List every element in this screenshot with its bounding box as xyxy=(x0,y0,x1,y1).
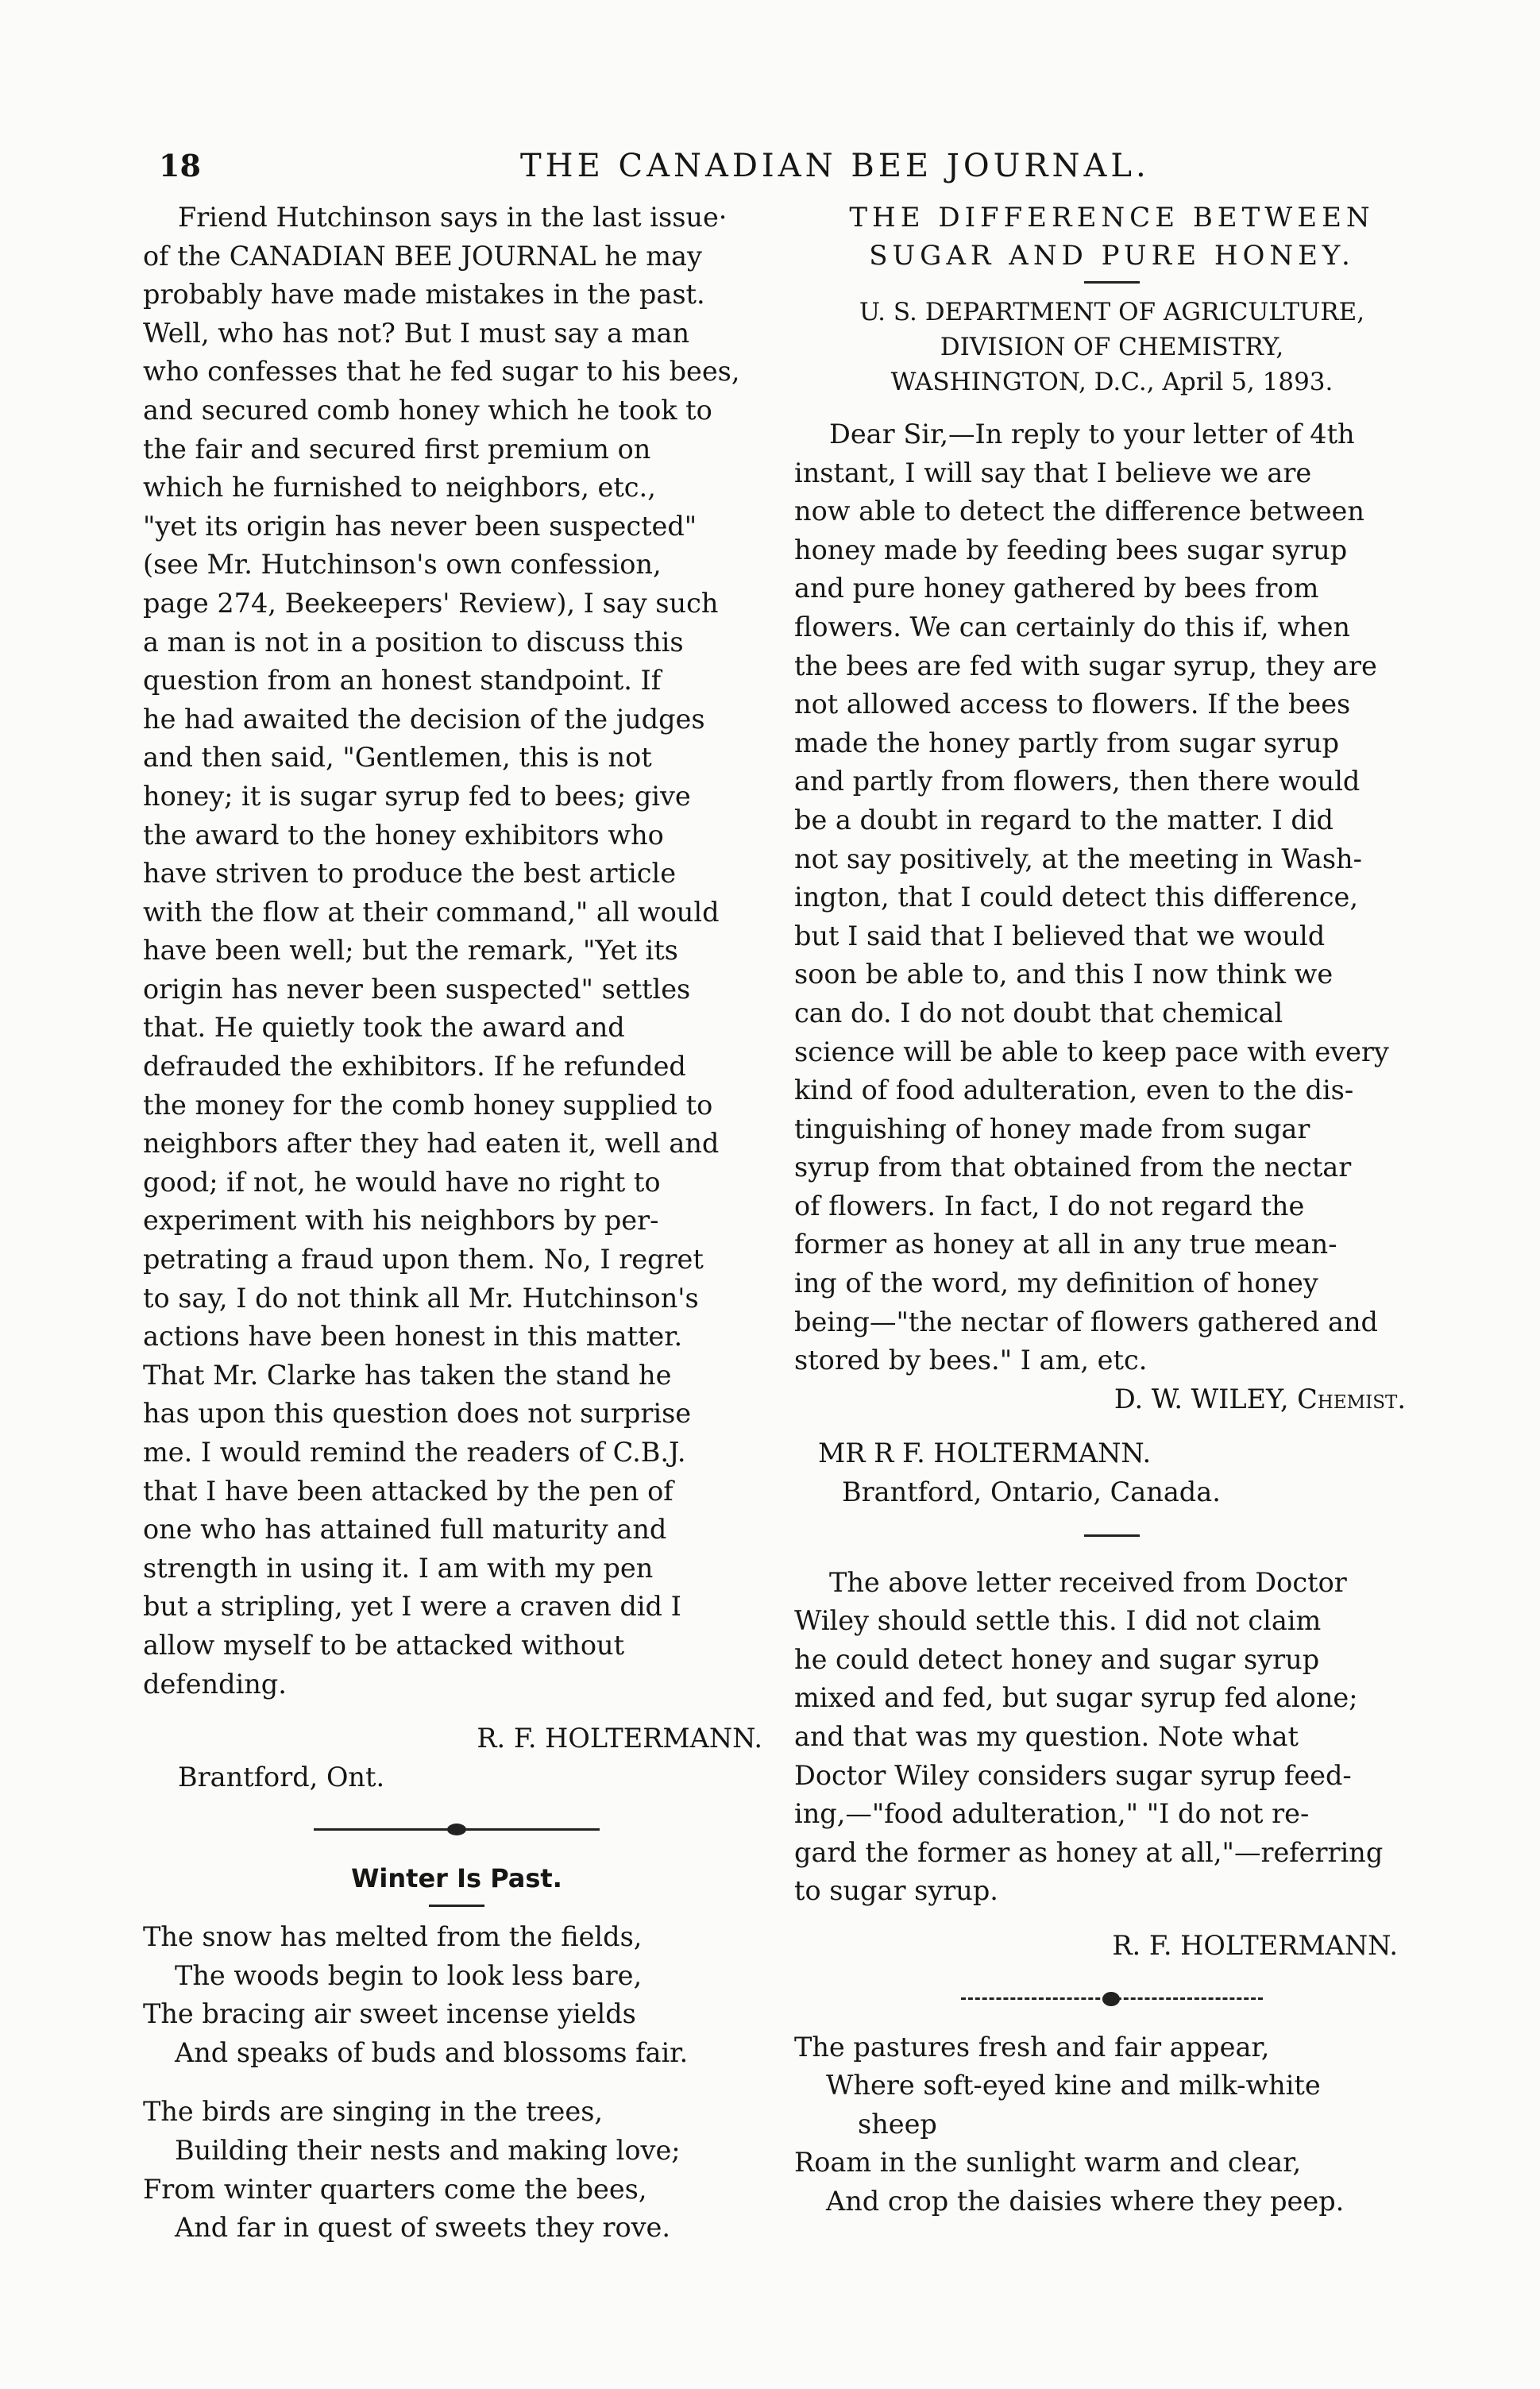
addressee-name: MR R F. HOLTERMANN. xyxy=(818,1438,1152,1469)
letter-line: the fair and secured first premium on xyxy=(143,433,651,465)
letter-line: of flowers. In fact, I do not regard the xyxy=(794,1190,1305,1222)
divider-ornament xyxy=(1102,1992,1120,2006)
poem-line: And speaks of buds and blossoms fair. xyxy=(175,2036,689,2068)
letter-line: origin has never been suspected" settles xyxy=(143,973,691,1005)
reply-line: The above letter received from Doctor xyxy=(829,1566,1347,1598)
letter-line: not allowed access to flowers. If the bees xyxy=(794,689,1351,720)
letter-line: neighbors after they had eaten it, well and xyxy=(143,1128,720,1160)
ornamental-divider xyxy=(961,1997,1263,2000)
letter-line: (see Mr. Hutchinson's own confession, xyxy=(143,549,662,581)
article-subtitle: SUGAR AND PURE HONEY. xyxy=(869,240,1355,272)
letter-line: stored by bees." I am, etc. xyxy=(794,1345,1148,1376)
letter-line: kind of food adulteration, even to the dis- xyxy=(794,1075,1354,1106)
letter-line: defrauded the exhibitors. If he refunded xyxy=(143,1051,686,1083)
letter-line: with the flow at their command," all would xyxy=(143,896,720,928)
letter-line: actions have been honest in this matter. xyxy=(143,1321,683,1353)
letter-line: and pure honey gathered by bees from xyxy=(794,573,1319,604)
letter-line: the bees are fed with sugar syrup, they are xyxy=(794,650,1377,681)
letter-line: has upon this question does not surprise xyxy=(143,1398,692,1430)
letter-line: made the honey partly from sugar syrup xyxy=(794,727,1340,758)
holtermann-letter xyxy=(143,199,770,1704)
letter-line: but a stripling, yet I were a craven did I xyxy=(143,1591,681,1623)
title-rule xyxy=(1084,281,1140,284)
letter-line: he had awaited the decision of the judges xyxy=(143,703,705,735)
letter-line: tinguishing of honey made from sugar xyxy=(794,1113,1310,1144)
letter-line: page 274, Beekeepers' Review), I say such xyxy=(143,587,719,619)
reply-line: ing,—"food adulteration," "I do not re- xyxy=(794,1798,1310,1830)
section-divider xyxy=(314,1828,600,1831)
letter-line: defending. xyxy=(143,1668,287,1700)
poem-line: And crop the daisies where they peep. xyxy=(826,2185,1345,2217)
letter-line: being—"the nectar of flowers gathered and xyxy=(794,1306,1378,1337)
poem-line: The bracing air sweet incense yields xyxy=(143,1998,636,2030)
letter-line: and partly from flowers, then there would xyxy=(794,766,1361,797)
poem-pastures xyxy=(794,2028,1430,2221)
letter-line: that I have been attacked by the pen of xyxy=(143,1475,674,1507)
letter-line: the award to the honey exhibitors who xyxy=(143,819,664,851)
poem-line: And far in quest of sweets they rove. xyxy=(175,2212,671,2244)
letter-line: to say, I do not think all Mr. Hutchinson's xyxy=(143,1282,699,1314)
reply-signature: R. F. HOLTERMANN. xyxy=(1112,1929,1398,1961)
letter-line: former as honey at all in any true mean- xyxy=(794,1229,1337,1260)
letter-line: not say positively, at the meeting in Wash- xyxy=(794,843,1362,874)
reply-line: gard the former as honey at all,"—referring xyxy=(794,1836,1384,1868)
letter-line: Friend Hutchinson says in the last issue· xyxy=(178,202,728,233)
letter-line: ington, that I could detect this difference, xyxy=(794,882,1359,913)
wiley-letter xyxy=(794,415,1430,1380)
letter-line: be a doubt in regard to the matter. I did xyxy=(794,804,1334,836)
left-column xyxy=(143,199,770,2248)
letter-line: petrating a fraud upon them. No, I regret xyxy=(143,1244,704,1276)
poem-line: Building their nests and making love; xyxy=(175,2134,681,2166)
letter-line: and then said, "Gentlemen, this is not xyxy=(143,742,652,774)
holtermann-reply xyxy=(794,1564,1430,1911)
letter-line: which he furnished to neighbors, etc., xyxy=(143,472,656,504)
letter-signature: R. F. HOLTERMANN. xyxy=(477,1723,762,1754)
letter-line: science will be able to keep pace with every xyxy=(794,1036,1389,1067)
department-line: U. S. DEPARTMENT OF AGRICULTURE, xyxy=(859,298,1365,326)
letter-line: have been well; but the remark, "Yet its xyxy=(143,935,678,967)
poem-line: The snow has melted from the fields, xyxy=(143,1920,643,1952)
letter-place: Brantford, Ont. xyxy=(178,1761,385,1793)
letter-line: good; if not, he would have no right to xyxy=(143,1166,661,1198)
letter-line: can do. I do not doubt that chemical xyxy=(794,997,1283,1029)
poem-winter-is-past xyxy=(143,1918,770,2248)
poem-line: Roam in the sunlight warm and clear, xyxy=(794,2147,1302,2179)
letter-line: and secured comb honey which he took to xyxy=(143,394,712,426)
section-rule xyxy=(1084,1534,1140,1537)
letter-line: experiment with his neighbors by per- xyxy=(143,1205,659,1237)
letter-line: one who has attained full maturity and xyxy=(143,1514,667,1546)
addressee-place: Brantford, Ontario, Canada. xyxy=(842,1476,1221,1508)
reply-line: mixed and fed, but sugar syrup fed alone; xyxy=(794,1682,1358,1714)
dateline: WASHINGTON, D.C., April 5, 1893. xyxy=(890,368,1334,396)
letter-line: honey made by feeding bees sugar syrup xyxy=(794,534,1348,565)
page-header xyxy=(159,148,1398,195)
letter-line: strength in using it. I am with my pen xyxy=(143,1552,654,1584)
reply-line: to sugar syrup. xyxy=(794,1875,998,1907)
letter-line: now able to detect the difference between xyxy=(794,496,1364,527)
letter-line: That Mr. Clarke has taken the stand he xyxy=(143,1359,672,1391)
letter-line: a man is not in a position to discuss this xyxy=(143,626,684,658)
letter-line: of the CANADIAN BEE JOURNAL he may xyxy=(143,240,702,272)
poem-line: The birds are singing in the trees, xyxy=(143,2096,604,2128)
letter-line: question from an honest standpoint. If xyxy=(143,665,662,697)
letter-line: syrup from that obtained from the nectar xyxy=(794,1152,1352,1183)
letter-line: flowers. We can certainly do this if, when xyxy=(794,611,1350,643)
title-rule xyxy=(429,1905,484,1907)
reply-line: Doctor Wiley considers sugar syrup feed- xyxy=(794,1759,1352,1791)
letter-signature: D. W. WILEY, Chemist. xyxy=(1114,1383,1406,1414)
letter-line: Well, who has not? But I must say a man xyxy=(143,317,690,349)
letter-line: allow myself to be attacked without xyxy=(143,1629,625,1661)
poem-line: From winter quarters come the bees, xyxy=(143,2173,647,2205)
letter-line: soon be able to, and this I now think we xyxy=(794,959,1334,990)
running-title: THE CANADIAN BEE JOURNAL. xyxy=(520,148,1150,184)
poem-line: The pastures fresh and fair appear, xyxy=(794,2031,1270,2063)
letter-line: "yet its origin has never been suspected" xyxy=(143,510,697,542)
poem-line: sheep xyxy=(858,2108,937,2140)
letter-line: Dear Sir,—In reply to your letter of 4th xyxy=(829,419,1355,450)
right-column xyxy=(794,199,1430,2221)
divider-ornament xyxy=(447,1824,466,1835)
letter-line: me. I would remind the readers of C.B.J. xyxy=(143,1437,686,1468)
division-line: DIVISION OF CHEMISTRY, xyxy=(940,333,1284,361)
letter-line: honey; it is sugar syrup fed to bees; give xyxy=(143,780,691,812)
letter-line: that. He quietly took the award and xyxy=(143,1012,625,1044)
letter-line: ing of the word, my definition of honey xyxy=(794,1268,1318,1299)
letter-line: but I said that I believed that we would xyxy=(794,920,1326,951)
poem-title: Winter Is Past. xyxy=(351,1863,562,1894)
poem-line: The woods begin to look less bare, xyxy=(175,1959,643,1991)
letter-line: probably have made mistakes in the past. xyxy=(143,279,705,311)
reply-line: Wiley should settle this. I did not claim xyxy=(794,1605,1322,1637)
letter-line: have striven to produce the best article xyxy=(143,858,677,890)
reply-line: he could detect honey and sugar syrup xyxy=(794,1643,1320,1675)
letter-line: who confesses that he fed sugar to his bees, xyxy=(143,356,740,388)
reply-line: and that was my question. Note what xyxy=(794,1721,1299,1752)
article-title: THE DIFFERENCE BETWEEN xyxy=(849,202,1375,233)
letter-line: the money for the comb honey supplied to xyxy=(143,1089,713,1121)
poem-line: Where soft-eyed kine and milk-white xyxy=(826,2070,1321,2101)
page-number: 18 xyxy=(159,148,201,183)
letter-line: instant, I will say that I believe we are xyxy=(794,457,1312,488)
